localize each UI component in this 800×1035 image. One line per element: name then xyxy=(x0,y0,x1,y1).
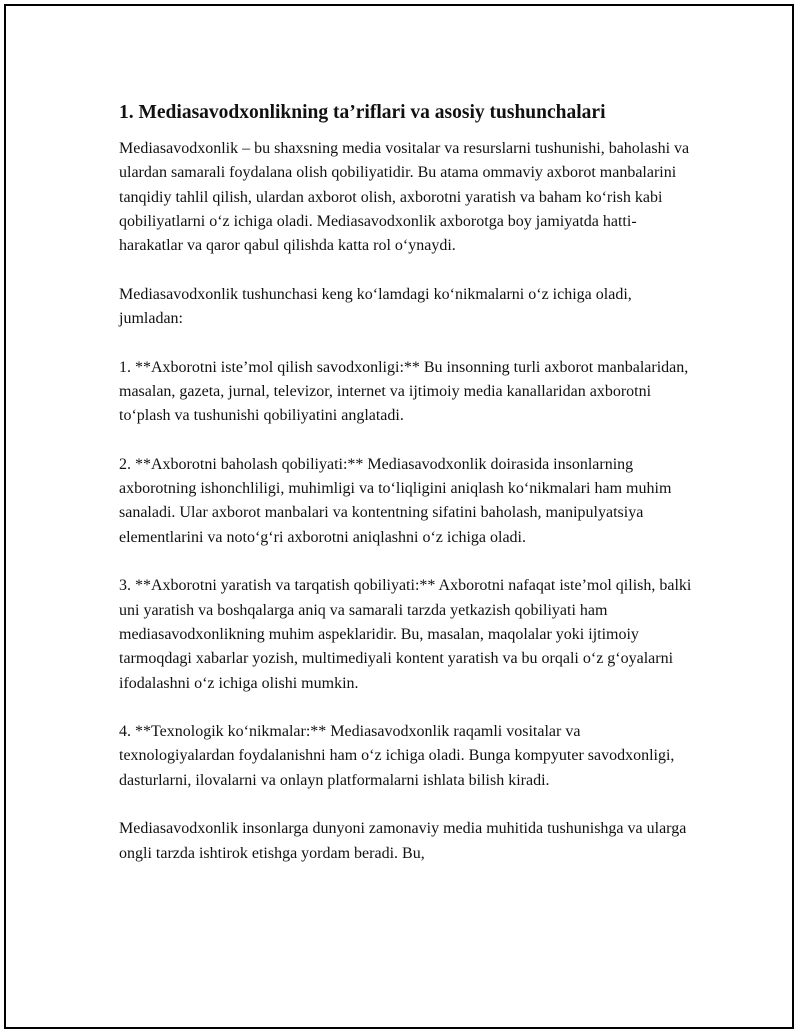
paragraph-item-1: 1. **Axborotni iste’mol qilish savodxonligi:** Bu insonning turli axborot manbalaridan, masalan, gazeta, jurnal, televizor, internet va ijtimoiy media kanallaridan axborotni to‘plash va tushunishi qobiliyatini anglatadi. xyxy=(119,358,689,425)
paragraph-item-2: 2. **Axborotni baholash qobiliyati:** Mediasavodxonlik doirasida insonlarning axborotning ishonchliligi, muhimligi va to‘liqligini aniqlash ko‘nikmalari ham muhim sanaladi. Ular axborot manbalari va kontentning sifatini baholash, manipulyatsiya elementlarini va noto‘g‘ri axborotni aniqlashni o‘z ichiga oladi. xyxy=(119,455,672,546)
section-heading: 1. Mediasavodxonlikning ta’riflari va asosiy tushunchalari xyxy=(119,102,606,123)
paragraph-item-3: 3. **Axborotni yaratish va tarqatish qobiliyati:** Axborotni nafaqat iste’mol qilish, balki uni yaratish va boshqalarga aniq va samarali tarzda yetkazish qobiliyati ham mediasavodxonlikning muhim aspeklaridir. Bu, masalan, maqolalar yoki ijtimoiy tarmoqdagi xabarlar yozish, multimediyali kontent yaratish va bu orqali o‘z g‘oyalarni ifodalashni o‘z ichiga olishi mumkin. xyxy=(119,577,692,692)
document-body xyxy=(119,101,699,866)
paragraph-conclusion: Mediasavodxonlik insonlarga dunyoni zamonaviy media muhitida tushunishga va ularga ongli tarzda ishtirok etishga yordam beradi. Bu, xyxy=(119,820,687,862)
paragraph-definition: Mediasavodxonlik – bu shaxsning media vositalar va resurslarni tushunishi, baholashi va ulardan samarali foydalana olish qobiliyatidir. Bu atama ommaviy axborot manbalarini tanqidiy tahlil qilish, ulardan axborot olish, axborotni yaratish va baham ko‘rish kabi qobiliyatlarni o‘z ichiga oladi. Mediasavodxonlik axborotga boy jamiyatda hatti-harakatlar va qaror qabul qilishda katta rol o‘ynaydi. xyxy=(119,140,690,255)
paragraph-skills-intro: Mediasavodxonlik tushunchasi keng ko‘lamdagi ko‘nikmalarni o‘z ichiga oladi, jumladan: xyxy=(119,285,632,328)
paragraph-item-4: 4. **Texnologik ko‘nikmalar:** Mediasavodxonlik raqamli vositalar va texnologiyalardan foydalanishni ham o‘z ichiga oladi. Bunga kompyuter savodxonligi, dasturlarni, ilovalarni va onlayn platformalarni ishlata bilish kiradi. xyxy=(119,723,675,789)
document-page xyxy=(4,4,794,1029)
